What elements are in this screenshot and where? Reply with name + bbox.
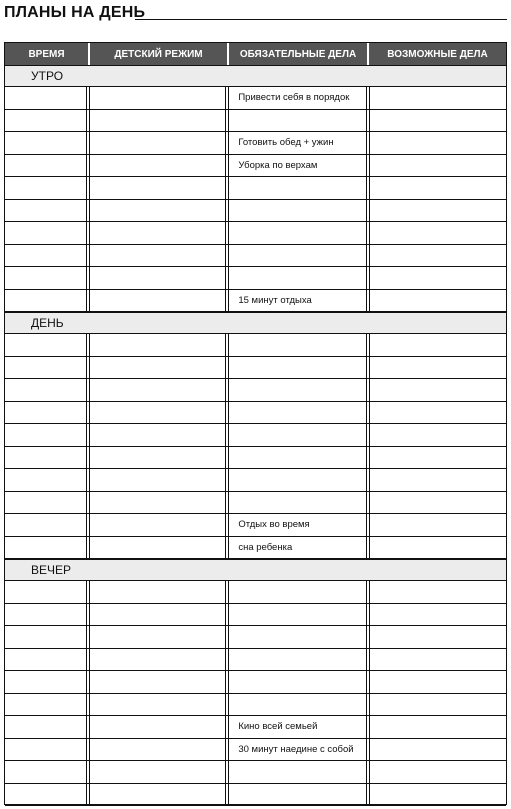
child-schedule-cell xyxy=(90,155,226,177)
optional-task-cell xyxy=(370,155,506,177)
time-cell xyxy=(5,402,87,424)
time-cell xyxy=(5,132,87,154)
child-schedule-cell xyxy=(90,447,226,469)
required-task-cell xyxy=(229,267,366,289)
table-header xyxy=(5,43,506,65)
required-task-cell xyxy=(229,200,366,222)
table-row xyxy=(5,132,506,155)
table-row xyxy=(5,447,506,470)
planner-table xyxy=(4,42,507,805)
section-header xyxy=(5,65,506,87)
time-cell xyxy=(5,514,87,536)
optional-task-cell xyxy=(370,537,506,559)
table-row xyxy=(5,469,506,492)
time-cell xyxy=(5,716,87,738)
column-header-time: ВРЕМЯ xyxy=(5,43,90,65)
time-cell xyxy=(5,290,87,312)
required-task-cell: Привести себя в порядок xyxy=(229,87,366,109)
required-task-cell xyxy=(229,245,366,267)
table-row xyxy=(5,424,506,447)
optional-task-cell xyxy=(370,357,506,379)
table-row xyxy=(5,514,506,537)
table-row xyxy=(5,581,506,604)
optional-task-cell xyxy=(370,604,506,626)
optional-task-cell xyxy=(370,177,506,199)
required-task-cell xyxy=(229,784,366,806)
table-row xyxy=(5,492,506,515)
time-cell xyxy=(5,581,87,603)
child-schedule-cell xyxy=(90,87,226,109)
table-row xyxy=(5,537,506,560)
time-cell xyxy=(5,177,87,199)
column-header-optional-tasks: ВОЗМОЖНЫЕ ДЕЛА xyxy=(387,48,488,60)
table-row xyxy=(5,761,506,784)
child-schedule-cell xyxy=(90,334,226,356)
child-schedule-cell xyxy=(90,290,226,312)
table-row xyxy=(5,649,506,672)
child-schedule-cell xyxy=(90,469,226,491)
table-row xyxy=(5,716,506,739)
table-row xyxy=(5,694,506,717)
optional-task-cell xyxy=(370,222,506,244)
table-row xyxy=(5,402,506,425)
time-cell xyxy=(5,424,87,446)
time-cell xyxy=(5,784,87,806)
child-schedule-cell xyxy=(90,267,226,289)
required-task-cell xyxy=(229,604,366,626)
table-row xyxy=(5,267,506,290)
table-row xyxy=(5,110,506,133)
optional-task-cell xyxy=(370,424,506,446)
required-task-cell xyxy=(229,357,366,379)
required-task-cell xyxy=(229,694,366,716)
table-row xyxy=(5,626,506,649)
title-underline xyxy=(135,19,507,20)
optional-task-cell xyxy=(370,200,506,222)
table-row xyxy=(5,290,506,313)
time-cell xyxy=(5,626,87,648)
child-schedule-cell xyxy=(90,537,226,559)
optional-task-cell xyxy=(370,492,506,514)
required-task-cell xyxy=(229,581,366,603)
section-label: УТРО xyxy=(31,69,64,83)
required-task-cell xyxy=(229,469,366,491)
section-header xyxy=(5,312,506,334)
table-row xyxy=(5,604,506,627)
child-schedule-cell xyxy=(90,379,226,401)
optional-task-cell xyxy=(370,694,506,716)
table-row xyxy=(5,222,506,245)
table-row xyxy=(5,155,506,178)
required-task-cell: 15 минут отдыха xyxy=(229,290,366,312)
child-schedule-cell xyxy=(90,739,226,761)
child-schedule-cell xyxy=(90,761,226,783)
optional-task-cell xyxy=(370,132,506,154)
table-row xyxy=(5,739,506,762)
time-cell xyxy=(5,604,87,626)
optional-task-cell xyxy=(370,739,506,761)
child-schedule-cell xyxy=(90,694,226,716)
table-row xyxy=(5,357,506,380)
optional-task-cell xyxy=(370,110,506,132)
required-task-cell xyxy=(229,334,366,356)
time-cell xyxy=(5,200,87,222)
child-schedule-cell xyxy=(90,716,226,738)
time-cell xyxy=(5,447,87,469)
child-schedule-cell xyxy=(90,357,226,379)
optional-task-cell xyxy=(370,290,506,312)
optional-task-cell xyxy=(370,626,506,648)
table-row xyxy=(5,379,506,402)
table-row xyxy=(5,245,506,268)
section-header xyxy=(5,559,506,581)
time-cell xyxy=(5,357,87,379)
title-row xyxy=(4,2,507,24)
table-row xyxy=(5,177,506,200)
time-cell xyxy=(5,649,87,671)
required-task-cell: Уборка по верхам xyxy=(229,155,366,177)
required-task-cell: Кино всей семьей xyxy=(229,716,366,738)
time-cell xyxy=(5,761,87,783)
required-task-cell xyxy=(229,649,366,671)
column-header-required-tasks: ОБЯЗАТЕЛЬНЫЕ ДЕЛА xyxy=(229,43,369,65)
child-schedule-cell xyxy=(90,245,226,267)
required-task-cell xyxy=(229,424,366,446)
optional-task-cell xyxy=(370,447,506,469)
optional-task-cell xyxy=(370,334,506,356)
optional-task-cell xyxy=(370,469,506,491)
required-task-cell xyxy=(229,492,366,514)
required-task-cell xyxy=(229,110,366,132)
time-cell xyxy=(5,537,87,559)
optional-task-cell xyxy=(370,245,506,267)
required-task-cell xyxy=(229,626,366,648)
table-row xyxy=(5,784,506,807)
child-schedule-cell xyxy=(90,514,226,536)
optional-task-cell xyxy=(370,514,506,536)
optional-task-cell xyxy=(370,379,506,401)
time-cell xyxy=(5,245,87,267)
child-schedule-cell xyxy=(90,402,226,424)
time-cell xyxy=(5,492,87,514)
child-schedule-cell xyxy=(90,604,226,626)
required-task-cell xyxy=(229,671,366,693)
time-cell xyxy=(5,334,87,356)
time-cell xyxy=(5,267,87,289)
section-label: ДЕНЬ xyxy=(31,316,64,330)
child-schedule-cell xyxy=(90,626,226,648)
child-schedule-cell xyxy=(90,649,226,671)
child-schedule-cell xyxy=(90,222,226,244)
time-cell xyxy=(5,469,87,491)
optional-task-cell xyxy=(370,784,506,806)
required-task-cell: Отдых во время xyxy=(229,514,366,536)
optional-task-cell xyxy=(370,581,506,603)
optional-task-cell xyxy=(370,402,506,424)
required-task-cell xyxy=(229,379,366,401)
time-cell xyxy=(5,110,87,132)
table-row xyxy=(5,200,506,223)
time-cell xyxy=(5,87,87,109)
time-cell xyxy=(5,671,87,693)
optional-task-cell xyxy=(370,267,506,289)
time-cell xyxy=(5,222,87,244)
required-task-cell: 30 минут наедине с собой xyxy=(229,739,366,761)
child-schedule-cell xyxy=(90,492,226,514)
time-cell xyxy=(5,155,87,177)
required-task-cell xyxy=(229,761,366,783)
page-title: ПЛАНЫ НА ДЕНЬ xyxy=(4,4,146,21)
required-task-cell xyxy=(229,402,366,424)
table-row xyxy=(5,334,506,357)
time-cell xyxy=(5,379,87,401)
required-task-cell xyxy=(229,447,366,469)
child-schedule-cell xyxy=(90,200,226,222)
child-schedule-cell xyxy=(90,581,226,603)
optional-task-cell xyxy=(370,671,506,693)
time-cell xyxy=(5,739,87,761)
optional-task-cell xyxy=(370,761,506,783)
table-row xyxy=(5,87,506,110)
table-row xyxy=(5,671,506,694)
optional-task-cell xyxy=(370,649,506,671)
optional-task-cell xyxy=(370,716,506,738)
required-task-cell xyxy=(229,177,366,199)
optional-task-cell xyxy=(370,87,506,109)
child-schedule-cell xyxy=(90,424,226,446)
column-header-child-schedule: ДЕТСКИЙ РЕЖИМ xyxy=(90,43,229,65)
child-schedule-cell xyxy=(90,177,226,199)
section-label: ВЕЧЕР xyxy=(31,563,72,577)
child-schedule-cell xyxy=(90,110,226,132)
child-schedule-cell xyxy=(90,671,226,693)
required-task-cell: сна ребенка xyxy=(229,537,366,559)
required-task-cell: Готовить обед + ужин xyxy=(229,132,366,154)
required-task-cell xyxy=(229,222,366,244)
child-schedule-cell xyxy=(90,132,226,154)
time-cell xyxy=(5,694,87,716)
child-schedule-cell xyxy=(90,784,226,806)
